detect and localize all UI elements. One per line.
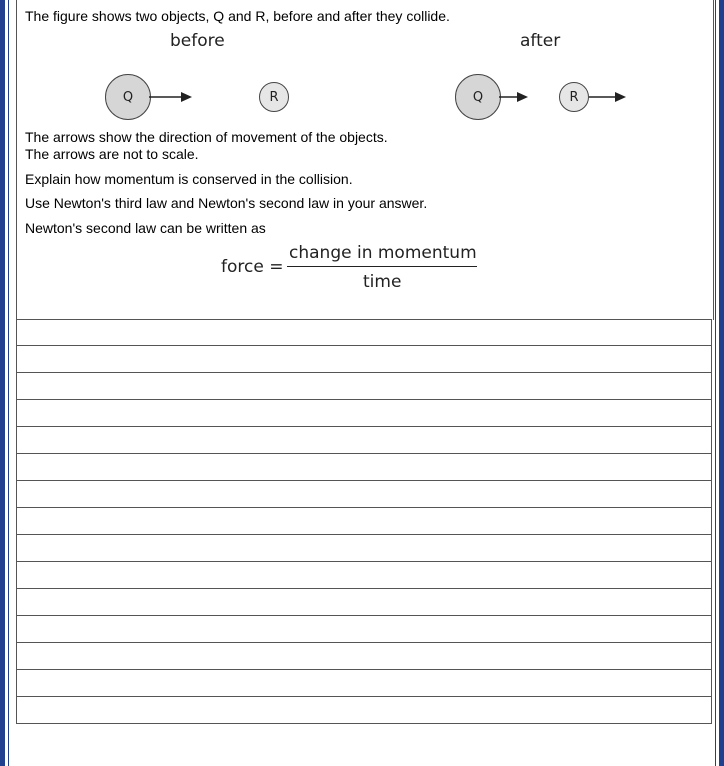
object-r-label: R xyxy=(569,89,579,105)
object-r-before xyxy=(259,82,289,112)
page-border-right-inner xyxy=(715,0,716,766)
before-label: before xyxy=(170,31,225,51)
object-q-before xyxy=(105,74,151,120)
answer-lines[interactable] xyxy=(16,319,712,724)
answer-line[interactable] xyxy=(16,562,712,589)
answer-line[interactable] xyxy=(16,535,712,562)
answer-line[interactable] xyxy=(16,643,712,670)
task-explain: Explain how momentum is conserved in the collision. xyxy=(25,171,353,187)
question-intro: The figure shows two objects, Q and R, before and after they collide. xyxy=(25,8,450,24)
answer-line[interactable] xyxy=(16,481,712,508)
page-border-right xyxy=(719,0,724,766)
law-intro: Newton's second law can be written as xyxy=(25,220,266,236)
answer-line[interactable] xyxy=(16,508,712,535)
object-r-after xyxy=(559,82,589,112)
answer-line[interactable] xyxy=(16,319,712,346)
object-q-label: Q xyxy=(122,89,134,105)
task-use-laws: Use Newton's third law and Newton's second law in your answer. xyxy=(25,195,428,211)
answer-line[interactable] xyxy=(16,589,712,616)
object-r-label: R xyxy=(269,89,279,105)
answer-line[interactable] xyxy=(16,346,712,373)
object-q-after xyxy=(455,74,501,120)
answer-line[interactable] xyxy=(16,670,712,697)
question-panel xyxy=(16,0,714,320)
equation-lhs: force = xyxy=(221,257,284,277)
equation-numerator: change in momentum xyxy=(289,243,477,263)
note-arrows-scale: The arrows are not to scale. xyxy=(25,146,199,162)
answer-line[interactable] xyxy=(16,373,712,400)
object-q-label: Q xyxy=(472,89,484,105)
after-label: after xyxy=(520,31,561,51)
note-arrows-direction: The arrows show the direction of movement of the objects. xyxy=(25,129,388,145)
answer-line[interactable] xyxy=(16,697,712,724)
equation-denominator: time xyxy=(363,272,402,292)
fraction-bar xyxy=(287,266,477,267)
arrow-q-before-icon xyxy=(149,90,193,104)
page-border-left xyxy=(0,0,5,766)
page-border-left-inner xyxy=(8,0,9,766)
arrow-r-after-icon xyxy=(589,90,627,104)
answer-line[interactable] xyxy=(16,400,712,427)
answer-line[interactable] xyxy=(16,454,712,481)
answer-line[interactable] xyxy=(16,427,712,454)
answer-line[interactable] xyxy=(16,616,712,643)
arrow-q-after-icon xyxy=(499,90,529,104)
